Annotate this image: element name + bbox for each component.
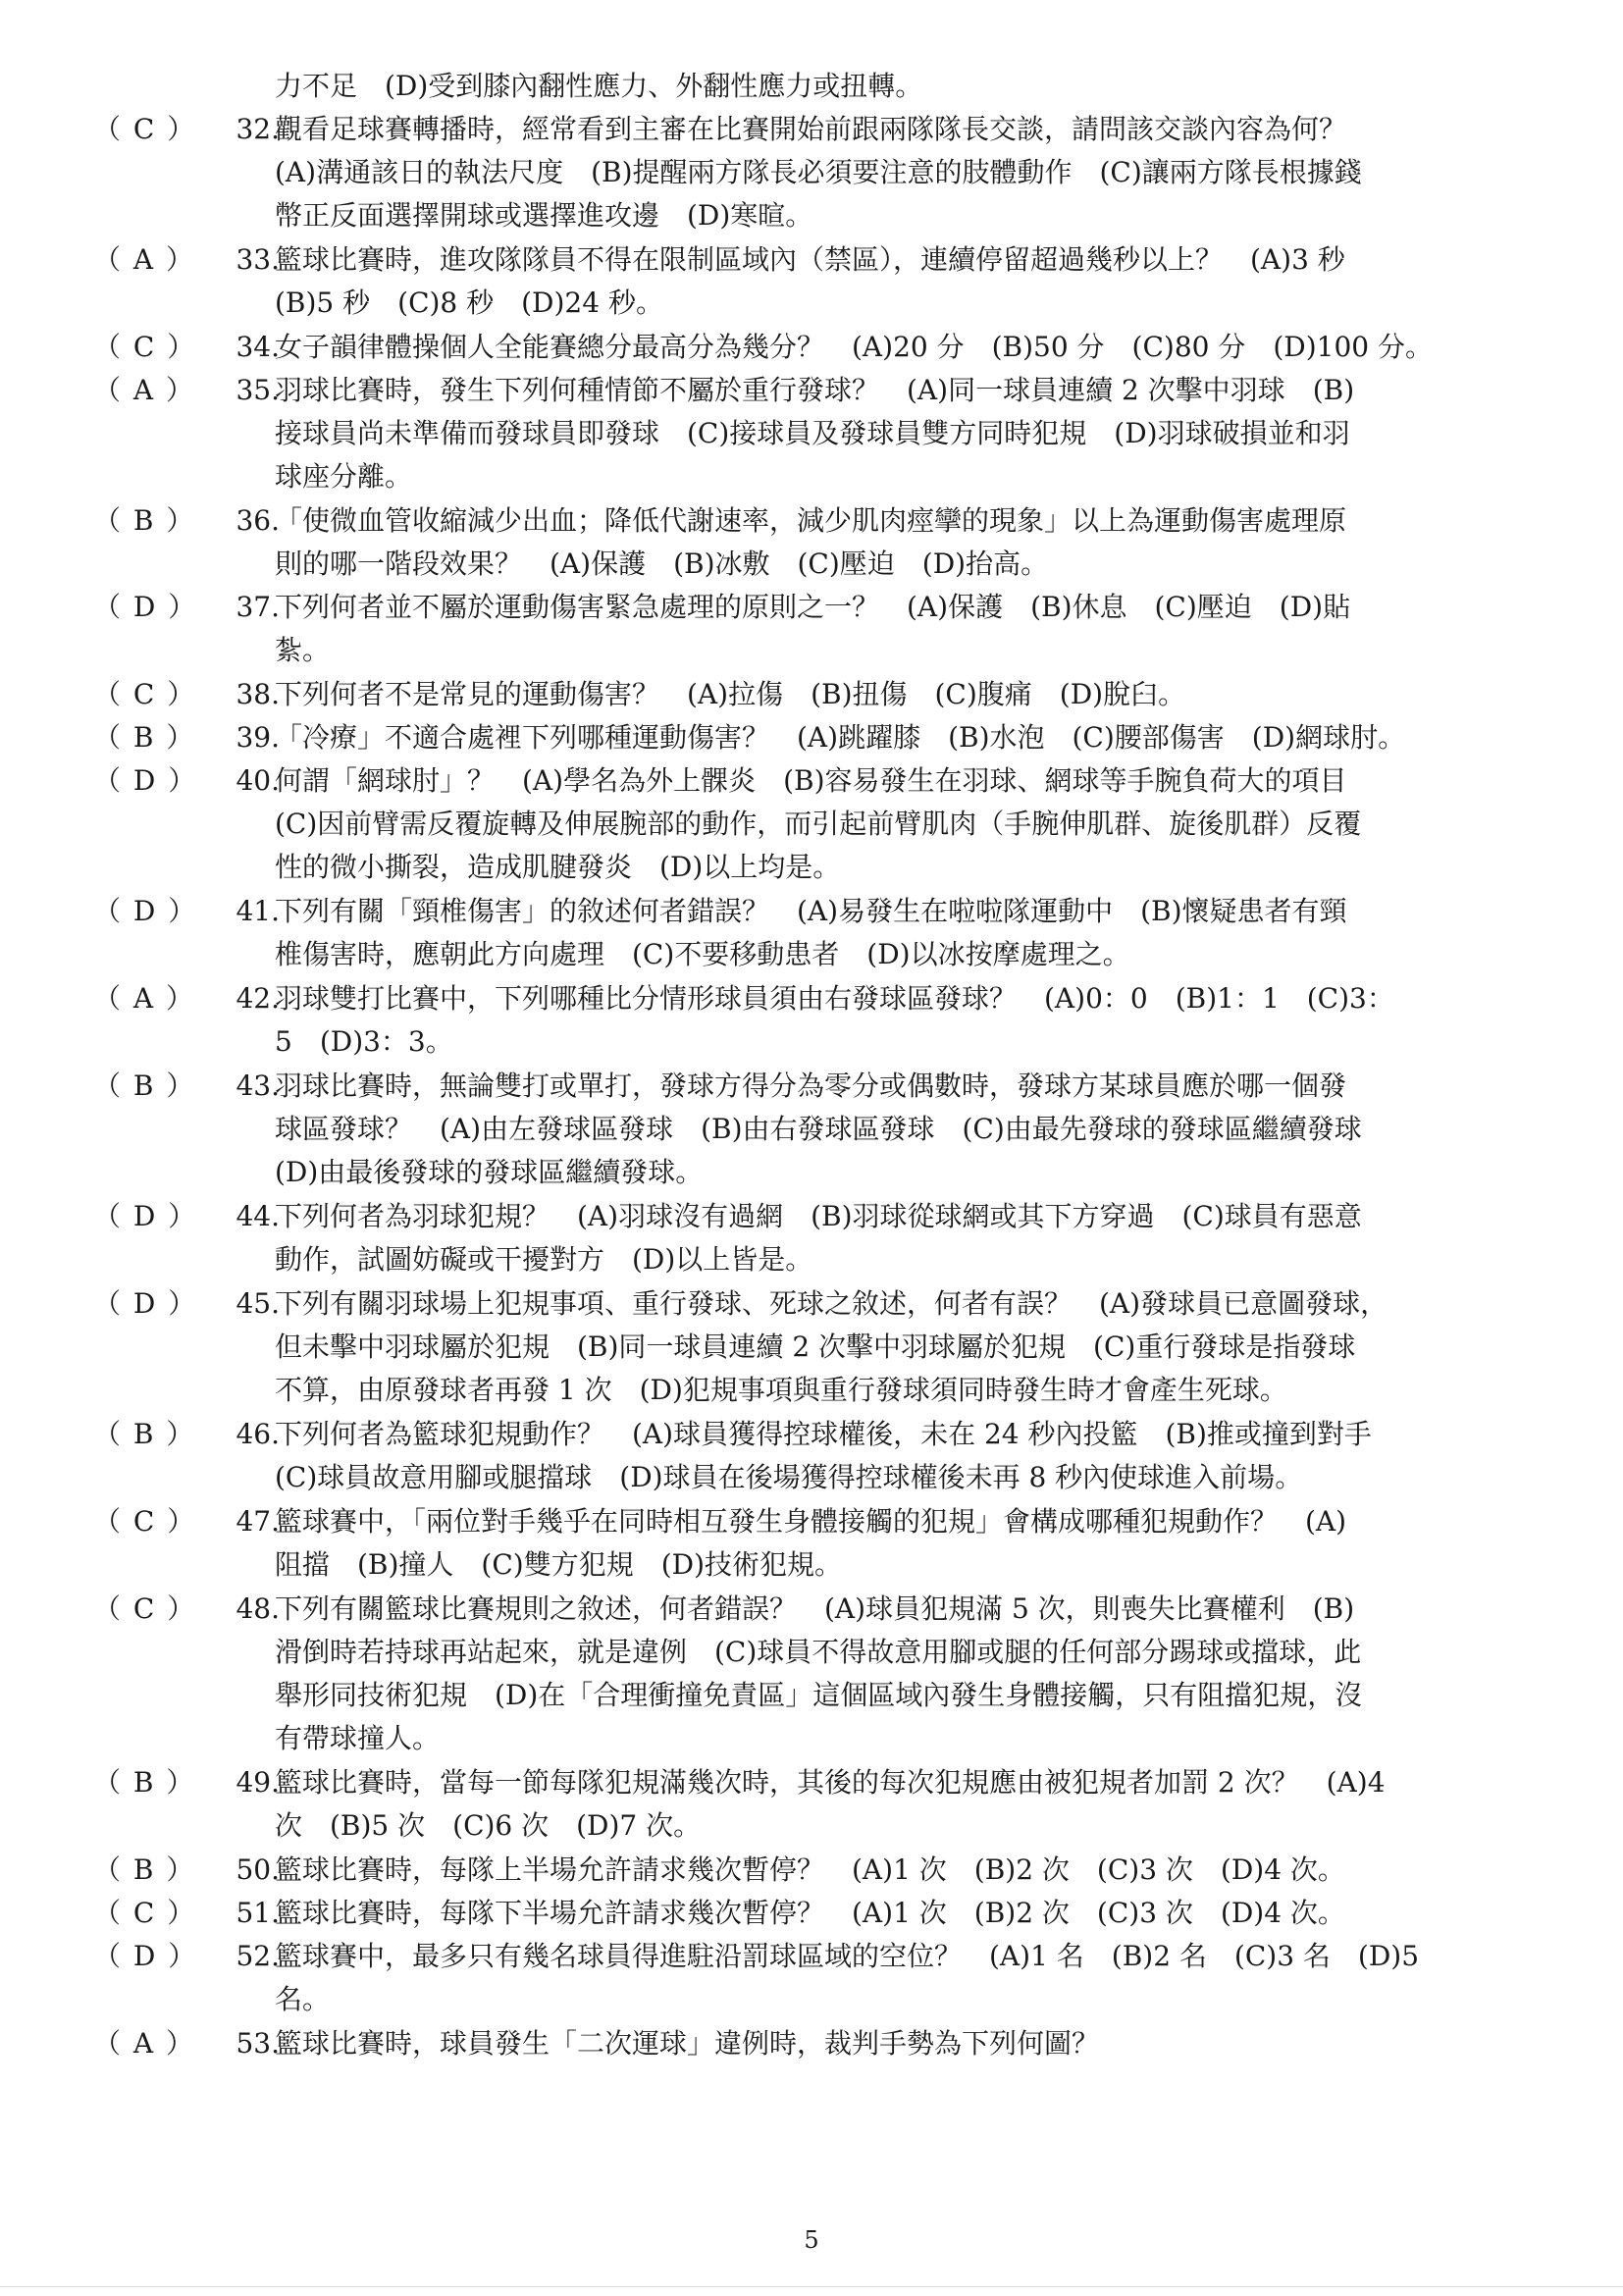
question-number: 39. — [236, 721, 280, 754]
answer-key: （ D ） — [93, 895, 198, 927]
question-line: 下列有關籃球比賽規則之敘述，何者錯誤？ (A)球員犯規滿 5 次，則喪失比賽權利 (B) — [275, 1592, 1355, 1625]
question-line: 椎傷害時，應朝此方向處理 (C)不要移動患者 (D)以冰按摩處理之。 — [275, 938, 1130, 970]
question-line: 滑倒時若持球再站起來，就是違例 (C)球員不得故意用腳或腿的任何部分踢球或擋球，此 — [275, 1636, 1362, 1668]
answer-key: （ B ） — [93, 504, 196, 537]
answer-key: （ D ） — [93, 1200, 198, 1232]
question-number: 37. — [236, 591, 280, 623]
question-number: 35. — [236, 374, 280, 406]
question-line: 籃球比賽時，進攻隊隊員不得在限制區域內（禁區），連續停留超過幾秒以上？ (A)3 秒 — [275, 243, 1345, 276]
question-text — [275, 977, 1550, 1064]
question-text — [275, 1413, 1550, 1499]
question-number: 52. — [236, 1940, 280, 1972]
question-line: 「使微血管收縮減少出血；降低代謝速率，減少肌肉痙攣的現象」以上為運動傷害處理原 — [275, 504, 1347, 537]
question-line: 球座分離。 — [275, 460, 413, 493]
question-line: 則的哪一階段效果？ (A)保護 (B)冰敷 (C)壓迫 (D)抬高。 — [275, 548, 1049, 580]
question-number: 33. — [236, 243, 280, 276]
question-line: 羽球比賽時，無論雙打或單打，發球方得分為零分或偶數時，發球方某球員應於哪一個發 — [275, 1070, 1347, 1102]
question-line: 下列何者為羽球犯規？ (A)羽球沒有過網 (B)羽球從球網或其下方穿過 (C)球員有惡意 — [275, 1200, 1362, 1232]
question-39 — [93, 716, 1555, 754]
question-text — [275, 1892, 1550, 1935]
question-line: 球區發球？ (A)由左發球區發球 (B)由右發球區發球 (C)由最先發球的發球區繼續發球 — [275, 1113, 1362, 1145]
question-line: 名。 — [275, 1983, 331, 2015]
question-line: 下列何者並不屬於運動傷害緊急處理的原則之一？ (A)保護 (B)休息 (C)壓迫 (D)貼 — [275, 591, 1351, 623]
question-33 — [93, 238, 1555, 319]
question-number: 32. — [236, 113, 280, 145]
question-text — [275, 890, 1550, 976]
question-text — [275, 1065, 1550, 1194]
question-47 — [93, 1500, 1555, 1581]
answer-key: （ B ） — [93, 721, 196, 754]
question-line: 舉形同技術犯規 (D)在「合理衝撞免責區」這個區域內發生身體接觸，只有阻擋犯規，沒 — [275, 1679, 1363, 1711]
question-line: 紮。 — [275, 634, 331, 666]
question-line: 幣正反面選擇開球或選擇進攻邊 (D)寒暄。 — [275, 199, 813, 232]
question-number: 44. — [236, 1200, 280, 1232]
answer-key: （ B ） — [93, 1418, 196, 1450]
question-line: 阻擋 (B)撞人 (C)雙方犯規 (D)技術犯規。 — [275, 1548, 842, 1581]
answer-key: （ D ） — [93, 591, 198, 623]
question-text — [275, 238, 1550, 325]
question-50 — [93, 1849, 1555, 1886]
question-45 — [93, 1282, 1555, 1406]
question-line: 不算，由原發球者再發 1 次 (D)犯規事項與重行發球須同時發生時才會產生死球。 — [275, 1374, 1287, 1406]
question-43 — [93, 1065, 1555, 1188]
question-51 — [93, 1892, 1555, 1929]
question-line: 下列何者不是常見的運動傷害？ (A)拉傷 (B)扭傷 (C)腹痛 (D)脫臼。 — [275, 678, 1186, 710]
question-40 — [93, 759, 1555, 883]
question-line: (C)因前臂需反覆旋轉及伸展腕部的動作，而引起前臂肌肉（手腕伸肌群、旋後肌群）反覆 — [275, 808, 1362, 840]
question-number: 34. — [236, 331, 280, 363]
answer-key: （ C ） — [93, 678, 197, 710]
question-number: 51. — [236, 1897, 280, 1929]
question-text — [275, 673, 1550, 716]
question-52 — [93, 1935, 1555, 2015]
question-line: (D)由最後發球的發球區繼續發球。 — [275, 1156, 704, 1188]
question-line: 但未擊中羽球屬於犯規 (B)同一球員連續 2 次擊中羽球屬於犯規 (C)重行發球是指發球 — [275, 1331, 1356, 1363]
answer-key: （ C ） — [93, 1897, 197, 1929]
question-number: 53. — [236, 2027, 280, 2060]
question-number: 42. — [236, 982, 280, 1015]
answer-key: （ D ） — [93, 764, 198, 797]
answer-key: （ C ） — [93, 1505, 197, 1538]
question-line: 籃球賽中，最多只有幾名球員得進駐沿罰球區域的空位？ (A)1 名 (B)2 名 (C)3 名 (D)5 — [275, 1940, 1420, 1972]
question-line: 觀看足球賽轉播時，經常看到主審在比賽開始前跟兩隊隊長交談，請問該交談內容為何？ — [275, 113, 1347, 145]
question-number: 41. — [236, 895, 280, 927]
question-text — [275, 1588, 1550, 1760]
question-text — [275, 1849, 1550, 1892]
answer-key: （ A ） — [93, 243, 196, 276]
question-number: 40. — [236, 764, 280, 797]
question-line: (A)溝通該日的執法尺度 (B)提醒兩方隊長必須要注意的肢體動作 (C)讓兩方隊長根據錢 — [275, 156, 1362, 188]
page-number: 5 — [804, 2226, 819, 2254]
answer-key: （ C ） — [93, 331, 197, 363]
answer-key: （ A ） — [93, 982, 196, 1015]
question-number: 48. — [236, 1592, 280, 1625]
question-text — [275, 499, 1550, 586]
question-line: 何謂「網球肘」？ (A)學名為外上髁炎 (B)容易發生在羽球、網球等手腕負荷大的項目 — [275, 764, 1347, 797]
question-line: (C)球員故意用腳或腿擋球 (D)球員在後場獲得控球權後未再 8 秒內使球進入前場。 — [275, 1461, 1303, 1493]
question-32 — [93, 108, 1555, 232]
answer-key: （ B ） — [93, 1070, 196, 1102]
question-number: 38. — [236, 678, 280, 710]
question-line: 「冷療」不適合處裡下列哪種運動傷害？ (A)跳躍膝 (B)水泡 (C)腰部傷害 (D)網球肘。 — [275, 721, 1406, 754]
question-text — [275, 586, 1550, 672]
question-line: 下列有關「頸椎傷害」的敘述何者錯誤？ (A)易發生在啦啦隊運動中 (B)懷疑患者有頸 — [275, 895, 1347, 927]
question-34 — [93, 326, 1555, 363]
question-line: 籃球比賽時，當每一節每隊犯規滿幾次時，其後的每次犯規應由被犯規者加罰 2 次？ (A)4 — [275, 1766, 1386, 1799]
footer-divider — [0, 2286, 1623, 2287]
question-41 — [93, 890, 1555, 970]
question-42 — [93, 977, 1555, 1058]
question-46 — [93, 1413, 1555, 1493]
question-text — [275, 2022, 1550, 2065]
answer-key: （ D ） — [93, 1940, 198, 1972]
question-48 — [93, 1588, 1555, 1754]
question-number: 45. — [236, 1287, 280, 1320]
question-37 — [93, 586, 1555, 666]
answer-key: （ B ） — [93, 1853, 196, 1886]
question-line: 羽球雙打比賽中，下列哪種比分情形球員須由右發球區發球？ (A)0：0 (B)1：1 (C)3： — [275, 982, 1394, 1015]
question-line: 女子韻律體操個人全能賽總分最高分為幾分？ (A)20 分 (B)50 分 (C)80 分 (D)100 分。 — [275, 331, 1433, 363]
answer-key: （ C ） — [93, 113, 197, 145]
question-line: 籃球比賽時，每隊上半場允許請求幾次暫停？ (A)1 次 (B)2 次 (C)3 次 (D)4 次。 — [275, 1853, 1345, 1886]
question-line: 5 (D)3：3。 — [275, 1025, 453, 1058]
question-53 — [93, 2022, 1555, 2060]
question-36 — [93, 499, 1555, 580]
question-line: 籃球比賽時，每隊下半場允許請求幾次暫停？ (A)1 次 (B)2 次 (C)3 次 (D)4 次。 — [275, 1897, 1345, 1929]
answer-key: （ D ） — [93, 1287, 198, 1320]
question-text — [275, 1935, 1550, 2021]
question-line: 下列何者為籃球犯規動作？ (A)球員獲得控球權後，未在 24 秒內投籃 (B)推或撞到對手 — [275, 1418, 1372, 1450]
question-44 — [93, 1195, 1555, 1276]
question-number: 43. — [236, 1070, 280, 1102]
question-line: 籃球比賽時，球員發生「二次運球」違例時，裁判手勢為下列何圖？ — [275, 2027, 1100, 2060]
question-text — [275, 326, 1550, 369]
question-number: 36. — [236, 504, 280, 537]
question-line: 動作，試圖妨礙或干擾對方 (D)以上皆是。 — [275, 1243, 813, 1276]
question-line: 有帶球撞人。 — [275, 1722, 441, 1754]
question-number: 46. — [236, 1418, 280, 1450]
question-text — [275, 369, 1550, 498]
question-number: 50. — [236, 1853, 280, 1886]
question-35 — [93, 369, 1555, 493]
answer-key: （ C ） — [93, 1592, 197, 1625]
question-line: 下列有關羽球場上犯規事項、重行發球、死球之敘述，何者有誤？ (A)發球員已意圖發球， — [275, 1287, 1388, 1320]
question-text — [275, 1500, 1550, 1587]
answer-key: （ B ） — [93, 1766, 196, 1799]
continued-answer-line: 力不足 (D)受到膝內翻性應力、外翻性應力或扭轉。 — [275, 70, 923, 102]
question-49 — [93, 1761, 1555, 1842]
question-line: 籃球賽中，「兩位對手幾乎在同時相互發生身體接觸的犯規」會構成哪種犯規動作？ (A) — [275, 1505, 1347, 1538]
answer-key: （ A ） — [93, 2027, 196, 2060]
question-text — [275, 716, 1550, 759]
question-38 — [93, 673, 1555, 710]
question-line: (B)5 秒 (C)8 秒 (D)24 秒。 — [275, 287, 663, 319]
question-text — [275, 1195, 1550, 1281]
question-text — [275, 108, 1550, 237]
question-text — [275, 759, 1550, 889]
question-line: 羽球比賽時，發生下列何種情節不屬於重行發球？ (A)同一球員連續 2 次擊中羽球 (B) — [275, 374, 1355, 406]
question-number: 49. — [236, 1766, 280, 1799]
question-line: 性的微小撕裂，造成肌腱發炎 (D)以上均是。 — [275, 851, 841, 883]
question-text — [275, 1282, 1550, 1412]
question-line: 次 (B)5 次 (C)6 次 (D)7 次。 — [275, 1809, 702, 1842]
question-text — [275, 1761, 1550, 1848]
answer-key: （ A ） — [93, 374, 196, 406]
question-number: 47. — [236, 1505, 280, 1538]
question-line: 接球員尚未準備而發球員即發球 (C)接球員及發球員雙方同時犯規 (D)羽球破損並和羽 — [275, 417, 1350, 449]
